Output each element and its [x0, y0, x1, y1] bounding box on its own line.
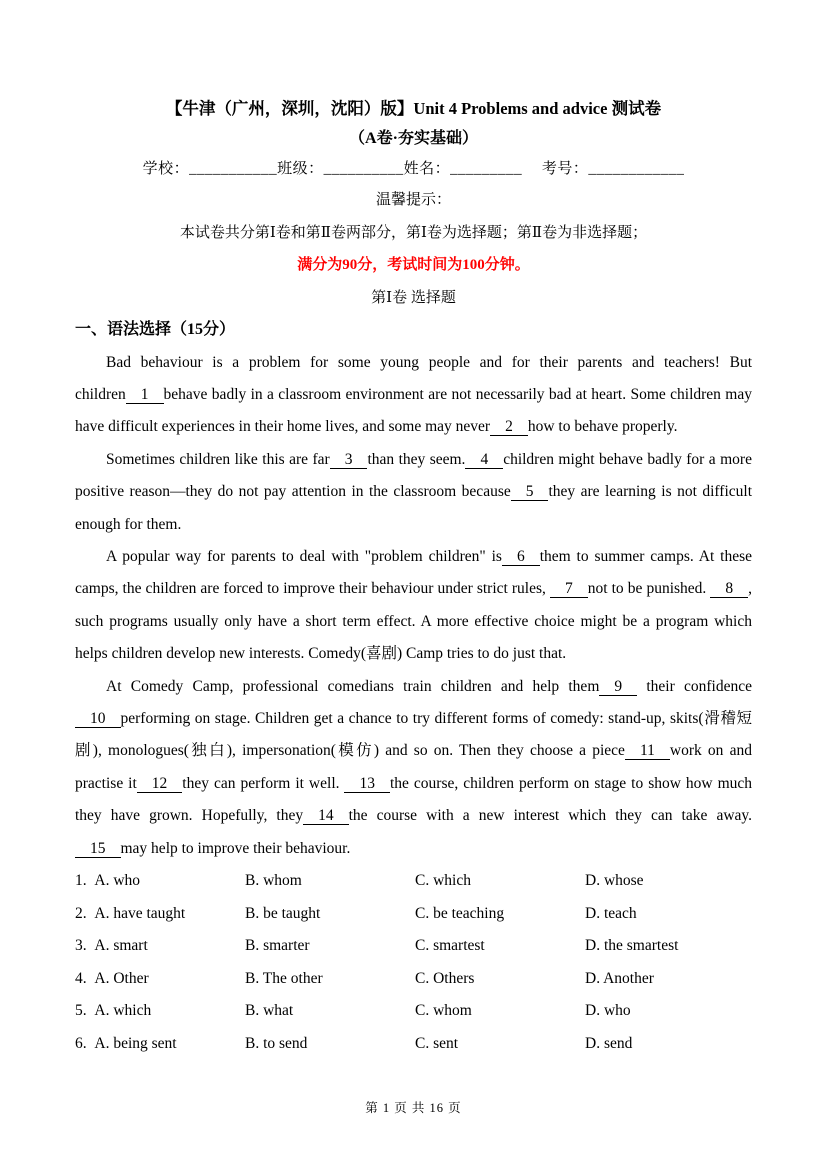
- numbered-blank: 10: [75, 710, 121, 728]
- option-c: C. Others: [415, 969, 475, 987]
- numbered-blank: 15: [75, 840, 121, 858]
- option-d: D. send: [585, 1034, 633, 1052]
- numbered-blank: 13: [344, 775, 390, 793]
- numbered-blank: 5: [511, 483, 549, 501]
- option-c: C. be teaching: [415, 904, 505, 922]
- page-footer: 第 1 页 共 16 页: [365, 1101, 462, 1115]
- option-c: C. whom: [415, 1002, 472, 1019]
- option-d: D. who: [585, 1002, 631, 1019]
- numbered-blank: 6: [502, 548, 540, 566]
- numbered-blank: 7: [550, 580, 588, 598]
- option-d: D. Another: [585, 969, 654, 987]
- option-d: D. teach: [585, 904, 637, 922]
- part-one-title: 第Ⅰ卷 选择题: [371, 289, 456, 306]
- option-d: D. whose: [585, 872, 644, 889]
- option-c: C. sent: [415, 1034, 459, 1052]
- option-a: 3. A. smart: [75, 937, 148, 954]
- cloze-passage: [75, 347, 752, 866]
- question-options-list: [75, 865, 752, 1060]
- numbered-blank: 9: [599, 678, 637, 696]
- question-row: [75, 865, 752, 898]
- option-b: B. to send: [245, 1034, 308, 1052]
- option-c: C. smartest: [415, 937, 485, 954]
- question-row: [75, 898, 752, 931]
- numbered-blank: 14: [303, 807, 349, 825]
- option-a: 2. A. have taught: [75, 904, 186, 922]
- notice-structure-line: 本试卷共分第Ⅰ卷和第Ⅱ卷两部分，第Ⅰ卷为选择题；第Ⅱ卷为非选择题；: [179, 224, 648, 241]
- option-d: D. the smartest: [585, 937, 679, 954]
- numbered-blank: 8: [710, 580, 748, 598]
- notice-score-time-line: 满分为90分，考试时间为100分钟。: [297, 257, 530, 273]
- option-b: B. The other: [245, 969, 323, 987]
- question-row: [75, 963, 752, 996]
- option-a: 6. A. being sent: [75, 1034, 177, 1052]
- passage-paragraph: A popular way for parents to deal with "problem children" is 6 them to summer camps. At these camps, the children are forced to improve their behaviour under strict rules, 7 not to be punished. 8 , such programs usually only have a short term effect. A more effective choice might be a program which helps children develop new interests. Comedy(喜剧) Camp tries to do just that.: [75, 547, 753, 663]
- section-one-heading: 一、语法选择（15分）: [75, 321, 236, 338]
- page-title: 【牛津（广州，深圳，沈阳）版】Unit 4 Problems and advice 测试卷: [165, 99, 662, 118]
- option-b: B. what: [245, 1002, 294, 1019]
- option-a: 1. A. who: [75, 872, 141, 889]
- numbered-blank: 2: [490, 418, 528, 436]
- passage-paragraph: Sometimes children like this are far 3 than they seem. 4 children might behave badly for a more positive reason—they do not pay attention in the classroom because 5 they are learning is not difficult enough for them.: [75, 450, 753, 533]
- notice-title: 温馨提示：: [375, 192, 451, 208]
- numbered-blank: 4: [465, 451, 503, 469]
- question-row: [75, 930, 752, 963]
- numbered-blank: 1: [126, 386, 164, 404]
- option-a: 4. A. Other: [75, 969, 149, 987]
- option-b: B. smarter: [245, 937, 310, 954]
- question-row: [75, 995, 752, 1028]
- question-row: [75, 1028, 752, 1061]
- option-b: B. whom: [245, 872, 302, 889]
- passage-paragraph: Bad behaviour is a problem for some young people and for their parents and teachers! But children 1 behave badly in a classroom environment are not necessarily bad at heart. Some children may have difficult experiences in their home lives, and some may never 2 how to behave properly.: [75, 353, 752, 436]
- passage-paragraph: At Comedy Camp, professional comedians train children and help them 9 their confidence 10 performing on stage. Children get a chance to try different forms of comedy: stand-up, skits(滑稽短剧), monologues(独白), impersonation(模仿) and so on. Then they choose a piece 11 work on and practise it 12 they can perform it well. 13 the course, children perform on stage to show how much they have grown. Hopefully, they 14 the course with a new interest which they can take away. 15 may help to improve their behaviour.: [75, 677, 753, 857]
- option-c: C. which: [415, 872, 471, 889]
- numbered-blank: 11: [625, 742, 670, 760]
- numbered-blank: 3: [330, 451, 368, 469]
- option-a: 5. A. which: [75, 1002, 152, 1019]
- student-info-line: 学校：___________班级：__________姓名：_________ 考号：____________: [142, 161, 685, 177]
- page-subtitle: （A卷·夯实基础）: [349, 130, 478, 147]
- numbered-blank: 12: [137, 775, 183, 793]
- option-b: B. be taught: [245, 904, 321, 922]
